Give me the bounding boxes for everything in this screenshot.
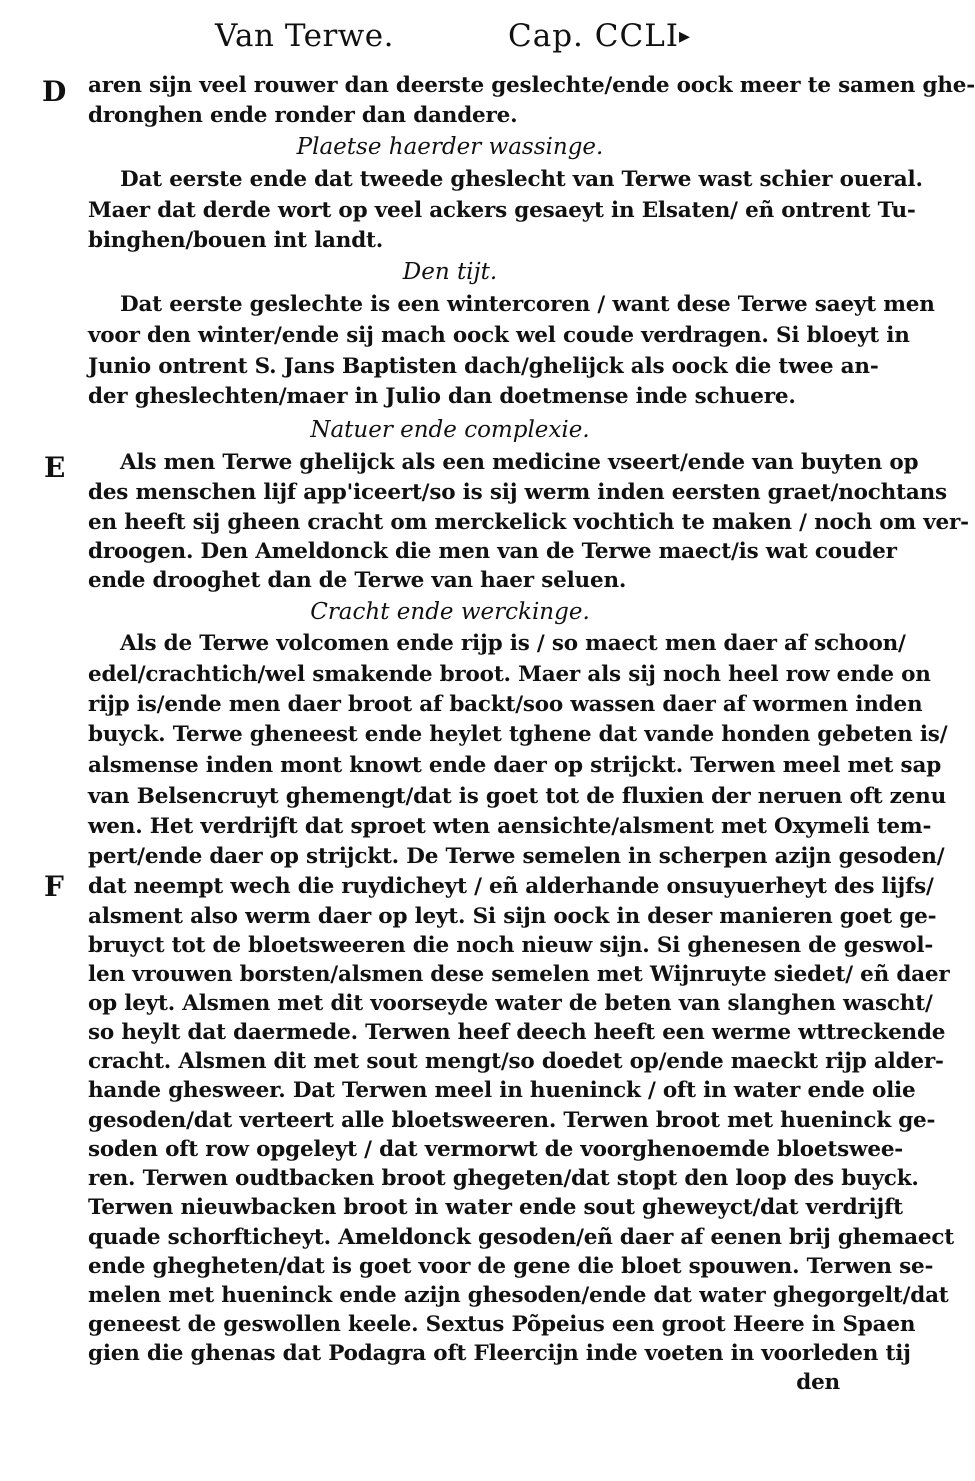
text-line: buyck. Terwe gheneest ende heylet tghene dat vande honden gebeten is/ (88, 722, 948, 747)
pointer-mark-icon: ▸ (679, 24, 692, 49)
text-line: Als de Terwe volcomen ende rijp is / so maect men daer af schoon/ (120, 631, 906, 656)
text-line: Dat eerste ende dat tweede gheslecht van Terwe wast schier oueral. (120, 167, 923, 192)
margin-letter-e: E (44, 451, 66, 484)
text-line: quade schorfticheyt. Ameldonck gesoden/eñ daer af eenen brij ghemaect (88, 1225, 954, 1250)
text-line: Maer dat derde wort op veel ackers gesaeyt in Elsaten/ eñ ontrent Tu- (88, 198, 916, 223)
text-line: dronghen ende ronder dan dandere. (88, 103, 518, 128)
section-heading-place: Plaetse haerder wassinge. (296, 134, 604, 160)
text-line: aren sijn veel rouwer dan deerste geslechte/ende oock meer te samen ghe- (88, 73, 975, 98)
text-line: soden oft row opgeleyt / dat vermorwt de voorghenoemde bloetswee- (88, 1137, 904, 1162)
margin-letter-f: F (44, 870, 64, 903)
catchword: den (796, 1370, 840, 1395)
text-line: wen. Het verdrijft dat sproet wten aensichte/alsment met Oxymeli tem- (88, 814, 932, 839)
section-heading-nature: Natuer ende complexie. (310, 417, 590, 443)
text-line: dat neempt wech die ruydicheyt / eñ alderhande onsuyuerheyt des lijfs/ (88, 874, 934, 899)
chapter-label: Cap. CCLI (508, 18, 680, 54)
running-header (0, 18, 900, 62)
text-line: des menschen lijf app'iceert/so is sij werm inden eersten graet/nochtans (88, 480, 947, 505)
text-line: binghen/bouen int landt. (88, 228, 384, 253)
text-line: len vrouwen borsten/alsmen dese semelen met Wijnruyte siedet/ eñ daer (88, 962, 950, 987)
text-line: bruyct tot de bloetsweeren die noch nieuw sijn. Si ghenesen de geswol- (88, 933, 934, 958)
margin-letter-d: D (42, 75, 67, 108)
text-line: so heylt dat daermede. Terwen heef deech heeft een werme wttreckende (88, 1020, 946, 1045)
text-line: edel/crachtich/wel smakende broot. Maer als sij noch heel row ende on (88, 662, 931, 687)
text-line: cracht. Alsmen dit met sout mengt/so doedet op/ende maeckt rijp alder- (88, 1049, 944, 1074)
text-line: alsment also werm daer op leyt. Si sijn oock in deser manieren goet ge- (88, 904, 937, 929)
text-line: ende ghegheten/dat is goet voor de gene die bloet spouwen. Terwen se- (88, 1254, 934, 1279)
section-heading-time: Den tijt. (402, 259, 498, 285)
chapter-number (508, 18, 691, 54)
text-line: geneest de geswollen keele. Sextus Põpeius een groot Heere in Spaen (88, 1312, 916, 1337)
text-line: gien die ghenas dat Podagra oft Fleercijn inde voeten in voorleden tij (88, 1341, 911, 1366)
text-line: pert/ende daer op strijckt. De Terwe semelen in scherpen azijn gesoden/ (88, 844, 945, 869)
text-line: ende drooghet dan de Terwe van haer seluen. (88, 568, 627, 593)
text-line: rijp is/ende men daer broot af backt/soo wassen daer af wormen inden (88, 692, 923, 717)
text-line: hande ghesweer. Dat Terwen meel in hueninck / oft in water ende olie (88, 1078, 916, 1103)
text-line: Junio ontrent S. Jans Baptisten dach/ghelijck als oock die twee an- (88, 354, 879, 379)
text-line: Terwen nieuwbacken broot in water ende sout gheweyct/dat verdrijft (88, 1195, 903, 1220)
text-line: Dat eerste geslechte is een wintercoren / want dese Terwe saeyt men (120, 292, 935, 317)
text-line: van Belsencruyt ghemengt/dat is goet tot de fluxien der neruen oft zenu (88, 784, 947, 809)
text-line: melen met hueninck ende azijn ghesoden/ende dat water ghegorgelt/dat (88, 1283, 949, 1308)
text-line: alsmense inden mont knowt ende daer op strijckt. Terwen meel met sap (88, 753, 942, 778)
text-line: en heeft sij gheen cracht om merckelick vochtich te maken / noch om ver- (88, 510, 969, 535)
text-line: op leyt. Alsmen met dit voorseyde water de beten van slanghen wascht/ (88, 991, 933, 1016)
text-line: voor den winter/ende sij mach oock wel coude verdragen. Si bloeyt in (88, 323, 910, 348)
running-title: Van Terwe. (215, 18, 395, 54)
section-heading-effect: Cracht ende werckinge. (310, 599, 590, 625)
text-line: der gheslechten/maer in Julio dan doetmense inde schuere. (88, 384, 796, 409)
text-line: droogen. Den Ameldonck die men van de Terwe maect/is wat couder (88, 539, 897, 564)
text-line: ren. Terwen oudtbacken broot ghegeten/dat stopt den loop des buyck. (88, 1166, 919, 1191)
text-line: gesoden/dat verteert alle bloetsweeren. Terwen broot met hueninck ge- (88, 1108, 936, 1133)
text-line: Als men Terwe ghelijck als een medicine vseert/ende van buyten op (120, 450, 919, 475)
